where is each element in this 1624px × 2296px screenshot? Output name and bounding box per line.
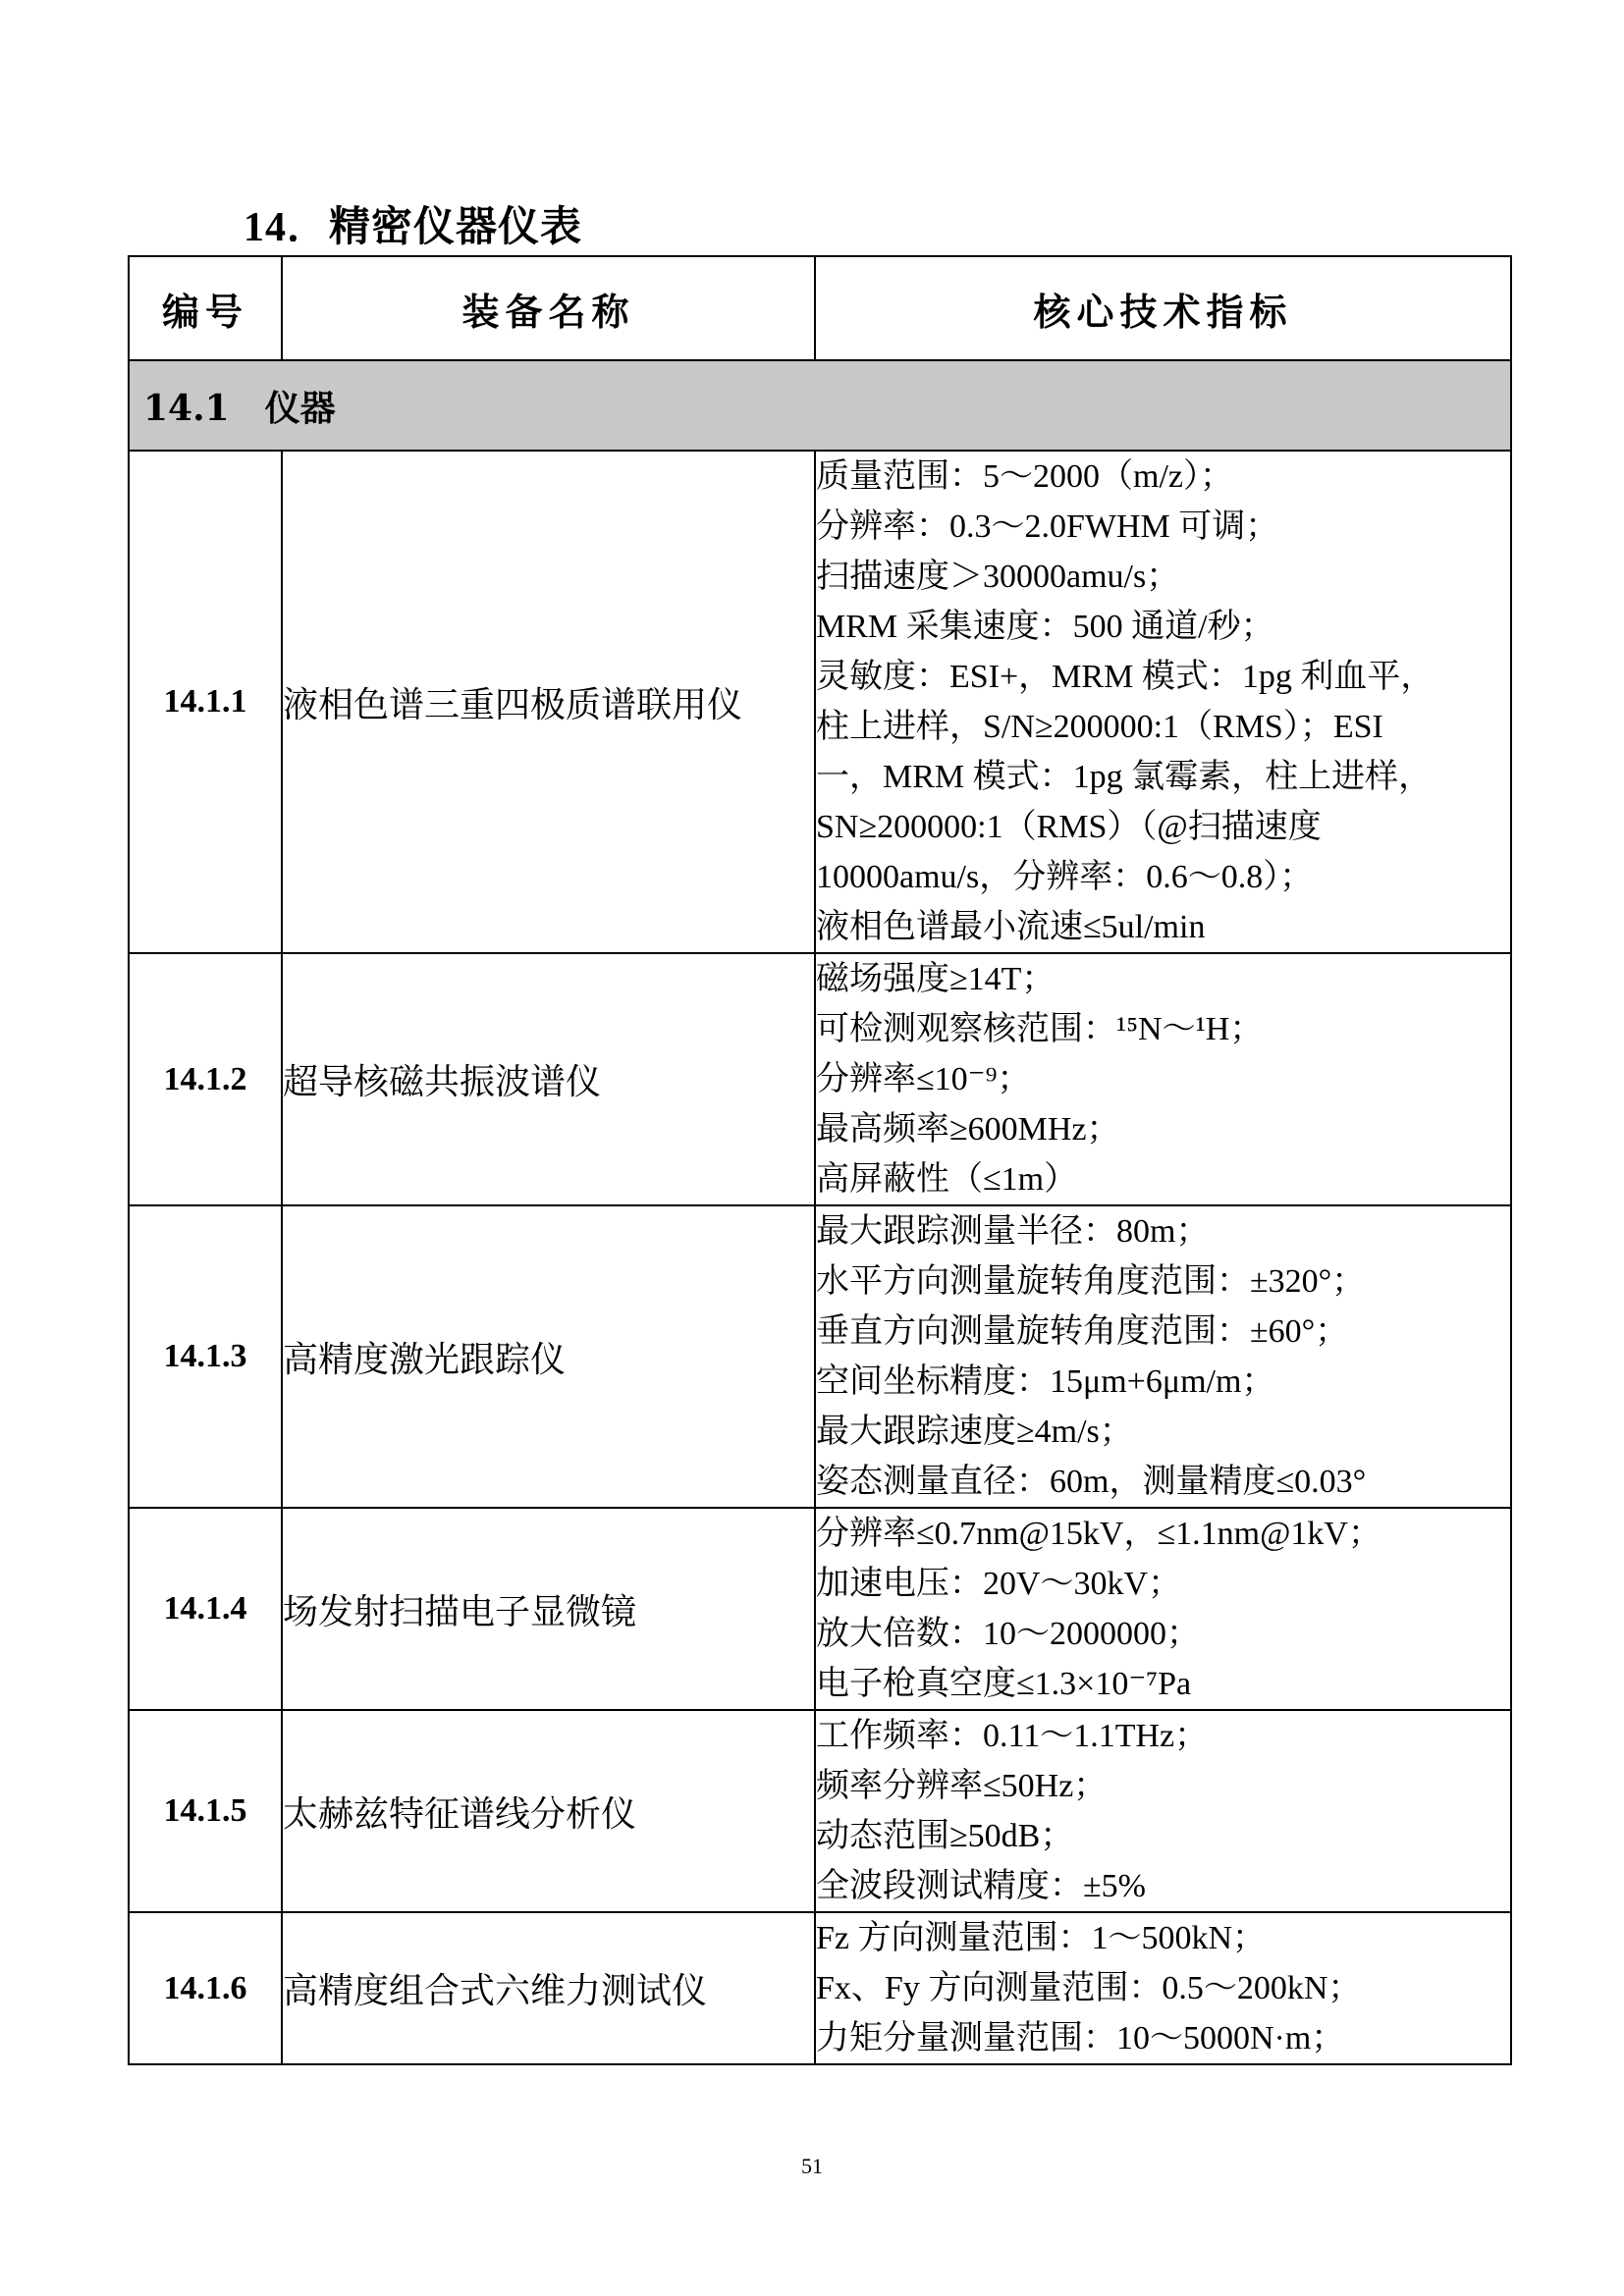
table-row xyxy=(129,953,1511,1205)
page-number: 51 xyxy=(801,2154,823,2178)
spec-line: 垂直方向测量旋转角度范围：±60°； xyxy=(816,1313,1349,1350)
spec-line: 质量范围：5～2000（m/z）； xyxy=(816,458,1233,495)
spec-line: 液相色谱最小流速≤5ul/min xyxy=(816,909,1206,945)
spec-line: SN≥200000:1（RMS）（@扫描速度 xyxy=(816,809,1322,845)
table-row xyxy=(129,1508,1511,1710)
spec-line: 柱上进样，S/N≥200000:1（RMS）；ESI xyxy=(816,709,1383,745)
spec-line: 加速电压：20V～30kV； xyxy=(816,1566,1182,1602)
spec-line: 一，MRM 模式：1pg 氯霉素，柱上进样， xyxy=(816,759,1433,795)
table-header-row xyxy=(129,256,1511,360)
spec-line: 可检测观察核范围：¹⁵N～¹H； xyxy=(816,1011,1264,1047)
spec-line: 工作频率：0.11～1.1THz； xyxy=(816,1718,1209,1754)
equipment-name: 场发射扫描电子显微镜 xyxy=(282,1508,815,1710)
spec-list xyxy=(815,451,1511,953)
spec-list xyxy=(815,1508,1511,1710)
table-row xyxy=(129,1912,1511,2064)
spec-line: 分辨率≤0.7nm@15kV，≤1.1nm@1kV； xyxy=(816,1516,1381,1552)
spec-line: MRM 采集速度：500 通道/秒； xyxy=(816,609,1274,645)
spec-line: 扫描速度＞30000amu/s； xyxy=(816,559,1180,595)
spec-line: 姿态测量直径：60m，测量精度≤0.03° xyxy=(816,1464,1367,1500)
category-row xyxy=(129,360,1511,451)
equipment-table xyxy=(128,255,1512,2065)
spec-line: 高屏蔽性（≤1m） xyxy=(816,1161,1078,1198)
item-number: 14.1.2 xyxy=(129,953,282,1205)
spec-line: 10000amu/s，分辨率：0.6～0.8）； xyxy=(816,859,1314,895)
spec-line: Fx、Fy 方向测量范围：0.5～200kN； xyxy=(816,1970,1362,2006)
spec-line: 电子枪真空度≤1.3×10⁻⁷Pa xyxy=(816,1666,1192,1702)
spec-line: 全波段测试精度：±5% xyxy=(816,1868,1146,1904)
spec-line: 灵敏度：ESI+，MRM 模式：1pg 利血平， xyxy=(816,659,1435,695)
item-number: 14.1.3 xyxy=(129,1205,282,1508)
spec-list xyxy=(815,953,1511,1205)
spec-line: 最大跟踪测量半径：80m； xyxy=(816,1213,1210,1250)
section-title: 14．精密仪器仪表 xyxy=(244,205,583,250)
item-number: 14.1.5 xyxy=(129,1710,282,1912)
header-name: 装备名称 xyxy=(282,256,815,360)
category-label: 14.1 仪器 xyxy=(129,360,1511,451)
spec-line: 分辨率≤10⁻⁹； xyxy=(816,1061,1031,1097)
spec-line: 最高频率≥600MHz； xyxy=(816,1111,1120,1148)
equipment-name: 液相色谱三重四极质谱联用仪 xyxy=(282,451,815,953)
spec-line: 频率分辨率≤50Hz； xyxy=(816,1768,1108,1804)
spec-line: 动态范围≥50dB； xyxy=(816,1818,1074,1854)
spec-line: 最大跟踪速度≥4m/s； xyxy=(816,1414,1133,1450)
spec-line: Fz 方向测量范围：1～500kN； xyxy=(816,1920,1267,1956)
item-number: 14.1.6 xyxy=(129,1912,282,2064)
spec-list xyxy=(815,1710,1511,1912)
spec-list xyxy=(815,1205,1511,1508)
item-number: 14.1.1 xyxy=(129,451,282,953)
equipment-name: 超导核磁共振波谱仪 xyxy=(282,953,815,1205)
equipment-name: 高精度激光跟踪仪 xyxy=(282,1205,815,1508)
table-row xyxy=(129,1710,1511,1912)
spec-line: 放大倍数：10～2000000； xyxy=(816,1616,1200,1652)
spec-list xyxy=(815,1912,1511,2064)
spec-line: 水平方向测量旋转角度范围：±320°； xyxy=(816,1263,1366,1300)
table-row xyxy=(129,1205,1511,1508)
item-number: 14.1.4 xyxy=(129,1508,282,1710)
spec-line: 力矩分量测量范围：10～5000N·m； xyxy=(816,2020,1345,2056)
equipment-name: 高精度组合式六维力测试仪 xyxy=(282,1912,815,2064)
spec-line: 分辨率：0.3～2.0FWHM 可调； xyxy=(816,508,1279,545)
table-row xyxy=(129,451,1511,953)
spec-line: 空间坐标精度：15μm+6μm/m； xyxy=(816,1363,1275,1400)
spec-line: 磁场强度≥14T； xyxy=(816,961,1056,997)
header-specs: 核心技术指标 xyxy=(815,256,1511,360)
header-number: 编号 xyxy=(129,256,282,360)
equipment-name: 太赫兹特征谱线分析仪 xyxy=(282,1710,815,1912)
